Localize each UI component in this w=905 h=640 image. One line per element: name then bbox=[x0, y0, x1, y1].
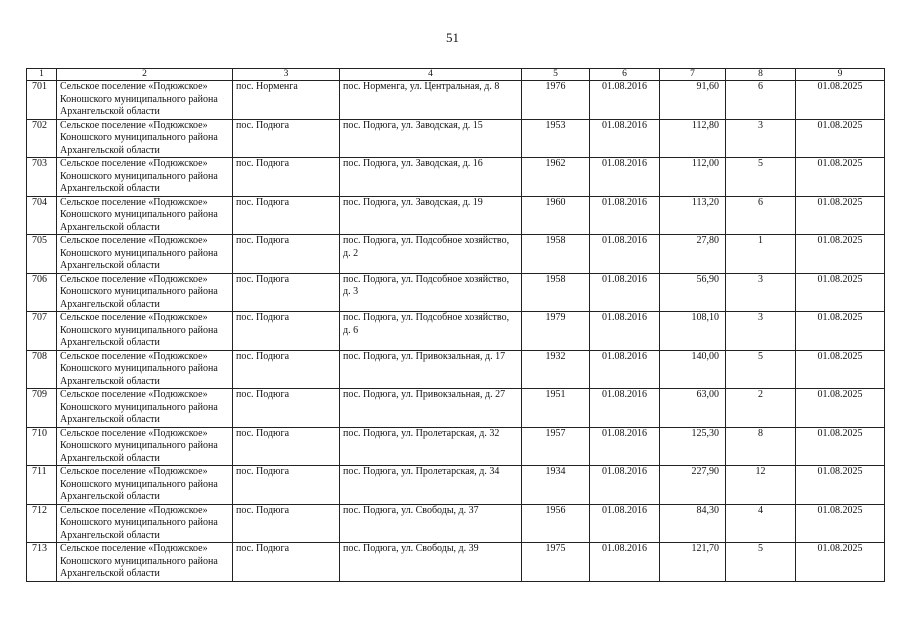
column-header: 2 bbox=[57, 69, 233, 81]
end-date-cell: 01.08.2025 bbox=[796, 466, 885, 505]
area-cell: 125,30 bbox=[660, 427, 726, 466]
settlement-cell: пос. Подюга bbox=[233, 427, 340, 466]
address-cell: пос. Подюга, ул. Заводская, д. 16 bbox=[340, 158, 522, 197]
table-body bbox=[27, 81, 885, 582]
address-cell: пос. Норменга, ул. Центральная, д. 8 bbox=[340, 81, 522, 120]
address-cell: пос. Подюга, ул. Привокзальная, д. 17 bbox=[340, 350, 522, 389]
row-number-cell: 703 bbox=[27, 158, 57, 197]
header-row bbox=[27, 69, 885, 81]
address-cell: пос. Подюга, ул. Привокзальная, д. 27 bbox=[340, 389, 522, 428]
settlement-cell: пос. Подюга bbox=[233, 119, 340, 158]
row-number-cell: 708 bbox=[27, 350, 57, 389]
year-built-cell: 1934 bbox=[522, 466, 590, 505]
end-date-cell: 01.08.2025 bbox=[796, 504, 885, 543]
area-cell: 56,90 bbox=[660, 273, 726, 312]
date-cell: 01.08.2016 bbox=[590, 235, 660, 274]
year-built-cell: 1960 bbox=[522, 196, 590, 235]
settlement-cell: пос. Подюга bbox=[233, 389, 340, 428]
owner-cell: Сельское поселение «Подюжское» Коношского муниципального района Архангельской области bbox=[57, 119, 233, 158]
settlement-cell: пос. Норменга bbox=[233, 81, 340, 120]
count-cell: 12 bbox=[726, 466, 796, 505]
end-date-cell: 01.08.2025 bbox=[796, 119, 885, 158]
count-cell: 6 bbox=[726, 81, 796, 120]
column-header: 3 bbox=[233, 69, 340, 81]
date-cell: 01.08.2016 bbox=[590, 273, 660, 312]
owner-cell: Сельское поселение «Подюжское» Коношского муниципального района Архангельской области bbox=[57, 312, 233, 351]
column-header: 7 bbox=[660, 69, 726, 81]
column-header: 4 bbox=[340, 69, 522, 81]
row-number-cell: 707 bbox=[27, 312, 57, 351]
settlement-cell: пос. Подюга bbox=[233, 504, 340, 543]
address-cell: пос. Подюга, ул. Заводская, д. 15 bbox=[340, 119, 522, 158]
column-header: 9 bbox=[796, 69, 885, 81]
year-built-cell: 1932 bbox=[522, 350, 590, 389]
end-date-cell: 01.08.2025 bbox=[796, 196, 885, 235]
area-cell: 112,00 bbox=[660, 158, 726, 197]
owner-cell: Сельское поселение «Подюжское» Коношского муниципального района Архангельской области bbox=[57, 158, 233, 197]
settlement-cell: пос. Подюга bbox=[233, 158, 340, 197]
table-row bbox=[27, 312, 885, 351]
area-cell: 140,00 bbox=[660, 350, 726, 389]
row-number-cell: 704 bbox=[27, 196, 57, 235]
area-cell: 121,70 bbox=[660, 543, 726, 582]
owner-cell: Сельское поселение «Подюжское» Коношского муниципального района Архангельской области bbox=[57, 543, 233, 582]
end-date-cell: 01.08.2025 bbox=[796, 389, 885, 428]
end-date-cell: 01.08.2025 bbox=[796, 81, 885, 120]
year-built-cell: 1951 bbox=[522, 389, 590, 428]
address-cell: пос. Подюга, ул. Свободы, д. 37 bbox=[340, 504, 522, 543]
owner-cell: Сельское поселение «Подюжское» Коношского муниципального района Архангельской области bbox=[57, 389, 233, 428]
year-built-cell: 1976 bbox=[522, 81, 590, 120]
owner-cell: Сельское поселение «Подюжское» Коношского муниципального района Архангельской области bbox=[57, 504, 233, 543]
count-cell: 6 bbox=[726, 196, 796, 235]
row-number-cell: 710 bbox=[27, 427, 57, 466]
area-cell: 227,90 bbox=[660, 466, 726, 505]
date-cell: 01.08.2016 bbox=[590, 350, 660, 389]
row-number-cell: 705 bbox=[27, 235, 57, 274]
table-row bbox=[27, 389, 885, 428]
owner-cell: Сельское поселение «Подюжское» Коношского муниципального района Архангельской области bbox=[57, 273, 233, 312]
year-built-cell: 1958 bbox=[522, 235, 590, 274]
housing-registry-table bbox=[26, 68, 885, 582]
date-cell: 01.08.2016 bbox=[590, 312, 660, 351]
year-built-cell: 1962 bbox=[522, 158, 590, 197]
year-built-cell: 1979 bbox=[522, 312, 590, 351]
date-cell: 01.08.2016 bbox=[590, 504, 660, 543]
count-cell: 3 bbox=[726, 312, 796, 351]
column-header: 8 bbox=[726, 69, 796, 81]
year-built-cell: 1958 bbox=[522, 273, 590, 312]
address-cell: пос. Подюга, ул. Подсобное хозяйство, д. 2 bbox=[340, 235, 522, 274]
address-cell: пос. Подюга, ул. Пролетарская, д. 32 bbox=[340, 427, 522, 466]
end-date-cell: 01.08.2025 bbox=[796, 543, 885, 582]
table-row bbox=[27, 158, 885, 197]
row-number-cell: 711 bbox=[27, 466, 57, 505]
date-cell: 01.08.2016 bbox=[590, 158, 660, 197]
page-number: 51 bbox=[446, 30, 459, 45]
count-cell: 2 bbox=[726, 389, 796, 428]
area-cell: 63,00 bbox=[660, 389, 726, 428]
count-cell: 5 bbox=[726, 158, 796, 197]
area-cell: 91,60 bbox=[660, 81, 726, 120]
date-cell: 01.08.2016 bbox=[590, 427, 660, 466]
table-row bbox=[27, 427, 885, 466]
address-cell: пос. Подюга, ул. Свободы, д. 39 bbox=[340, 543, 522, 582]
end-date-cell: 01.08.2025 bbox=[796, 427, 885, 466]
date-cell: 01.08.2016 bbox=[590, 466, 660, 505]
end-date-cell: 01.08.2025 bbox=[796, 158, 885, 197]
table-row bbox=[27, 504, 885, 543]
row-number-cell: 701 bbox=[27, 81, 57, 120]
count-cell: 1 bbox=[726, 235, 796, 274]
owner-cell: Сельское поселение «Подюжское» Коношского муниципального района Архангельской области bbox=[57, 81, 233, 120]
settlement-cell: пос. Подюга bbox=[233, 235, 340, 274]
owner-cell: Сельское поселение «Подюжское» Коношского муниципального района Архангельской области bbox=[57, 350, 233, 389]
row-number-cell: 712 bbox=[27, 504, 57, 543]
table-row bbox=[27, 350, 885, 389]
owner-cell: Сельское поселение «Подюжское» Коношского муниципального района Архангельской области bbox=[57, 235, 233, 274]
table-row bbox=[27, 81, 885, 120]
table-row bbox=[27, 273, 885, 312]
table-row bbox=[27, 196, 885, 235]
end-date-cell: 01.08.2025 bbox=[796, 235, 885, 274]
area-cell: 84,30 bbox=[660, 504, 726, 543]
column-header: 5 bbox=[522, 69, 590, 81]
count-cell: 4 bbox=[726, 504, 796, 543]
row-number-cell: 713 bbox=[27, 543, 57, 582]
table-row bbox=[27, 466, 885, 505]
owner-cell: Сельское поселение «Подюжское» Коношского муниципального района Архангельской области bbox=[57, 427, 233, 466]
date-cell: 01.08.2016 bbox=[590, 196, 660, 235]
column-header: 6 bbox=[590, 69, 660, 81]
end-date-cell: 01.08.2025 bbox=[796, 273, 885, 312]
count-cell: 3 bbox=[726, 273, 796, 312]
count-cell: 3 bbox=[726, 119, 796, 158]
column-header: 1 bbox=[27, 69, 57, 81]
settlement-cell: пос. Подюга bbox=[233, 273, 340, 312]
address-cell: пос. Подюга, ул. Заводская, д. 19 bbox=[340, 196, 522, 235]
end-date-cell: 01.08.2025 bbox=[796, 312, 885, 351]
table-row bbox=[27, 235, 885, 274]
owner-cell: Сельское поселение «Подюжское» Коношского муниципального района Архангельской области bbox=[57, 466, 233, 505]
area-cell: 27,80 bbox=[660, 235, 726, 274]
address-cell: пос. Подюга, ул. Пролетарская, д. 34 bbox=[340, 466, 522, 505]
count-cell: 5 bbox=[726, 543, 796, 582]
area-cell: 113,20 bbox=[660, 196, 726, 235]
settlement-cell: пос. Подюга bbox=[233, 350, 340, 389]
settlement-cell: пос. Подюга bbox=[233, 466, 340, 505]
date-cell: 01.08.2016 bbox=[590, 543, 660, 582]
settlement-cell: пос. Подюга bbox=[233, 196, 340, 235]
count-cell: 8 bbox=[726, 427, 796, 466]
address-cell: пос. Подюга, ул. Подсобное хозяйство, д. 3 bbox=[340, 273, 522, 312]
table-row bbox=[27, 543, 885, 582]
address-cell: пос. Подюга, ул. Подсобное хозяйство, д. 6 bbox=[340, 312, 522, 351]
date-cell: 01.08.2016 bbox=[590, 119, 660, 158]
year-built-cell: 1975 bbox=[522, 543, 590, 582]
area-cell: 112,80 bbox=[660, 119, 726, 158]
settlement-cell: пос. Подюга bbox=[233, 312, 340, 351]
row-number-cell: 706 bbox=[27, 273, 57, 312]
year-built-cell: 1953 bbox=[522, 119, 590, 158]
owner-cell: Сельское поселение «Подюжское» Коношского муниципального района Архангельской области bbox=[57, 196, 233, 235]
date-cell: 01.08.2016 bbox=[590, 389, 660, 428]
row-number-cell: 702 bbox=[27, 119, 57, 158]
table-row bbox=[27, 119, 885, 158]
end-date-cell: 01.08.2025 bbox=[796, 350, 885, 389]
settlement-cell: пос. Подюга bbox=[233, 543, 340, 582]
row-number-cell: 709 bbox=[27, 389, 57, 428]
date-cell: 01.08.2016 bbox=[590, 81, 660, 120]
year-built-cell: 1957 bbox=[522, 427, 590, 466]
count-cell: 5 bbox=[726, 350, 796, 389]
area-cell: 108,10 bbox=[660, 312, 726, 351]
year-built-cell: 1956 bbox=[522, 504, 590, 543]
